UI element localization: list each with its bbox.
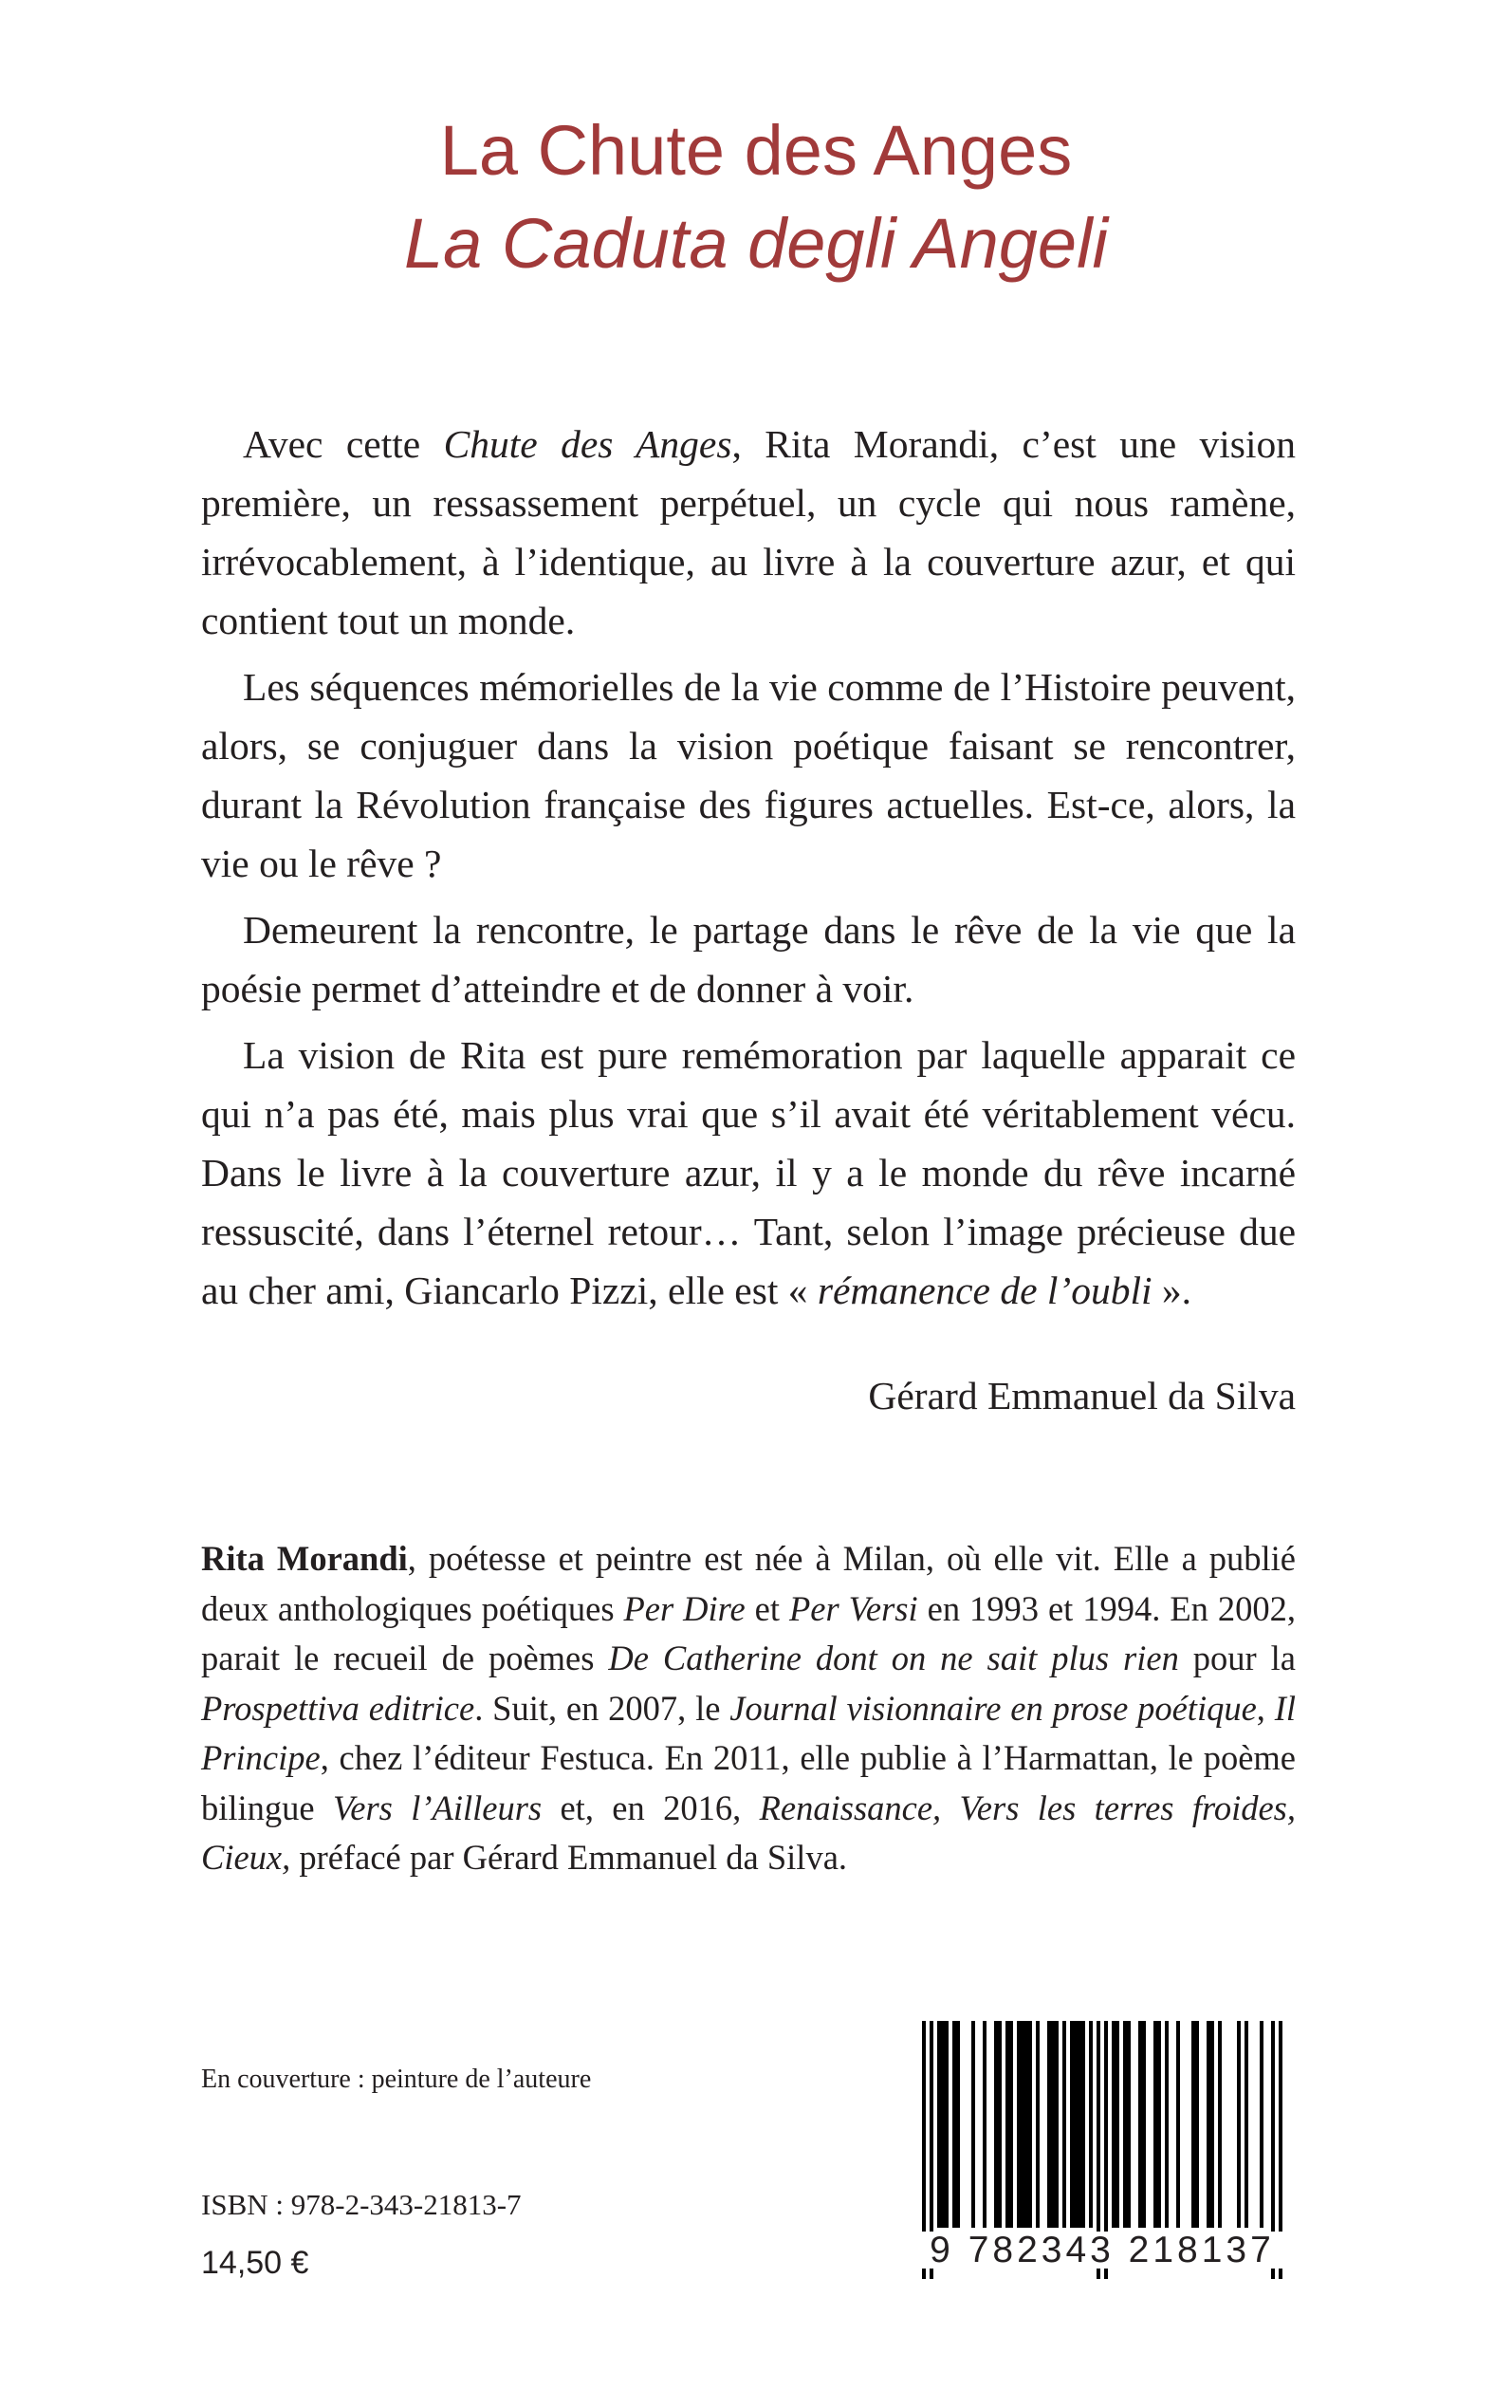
quote-italic: rémanence de l’oubli [817, 1269, 1152, 1312]
barcode [895, 2021, 1309, 2334]
barcode-bar [1116, 2021, 1119, 2228]
author-biography: Rita Morandi, poétesse et peintre est née à Milan, où elle vit. Elle a publié deux anthologiques poétiques Per Dire et Per Versi en 1993 et 1994. En 2002, parait le recueil de poèmes De Catherine dont on ne sait plus rien pour la Prospettiva editrice. Suit, en 2007, le Journal visionnaire en prose poétique, Il Principe, chez l’éditeur Festuca. En 2011, elle publie à l’Harmattan, le poème bilingue Vers l’Ailleurs et, en 2016, Renaissance, Vers les terres froides, Cieux, préfacé par Gérard Emmanuel da Silva. [201, 1539, 1297, 1877]
book-title: La Chute des Anges [439, 111, 1073, 190]
barcode-bar [1055, 2021, 1059, 2228]
barcode-bar [983, 2021, 986, 2228]
barcode-bar [1005, 2021, 1009, 2228]
barcode-bar [1047, 2021, 1051, 2228]
barcode-bar [1024, 2021, 1028, 2228]
barcode-bar [937, 2021, 941, 2228]
barcode-bar [1207, 2021, 1210, 2228]
description-paragraph-1: Avec cette Chute des Anges, Rita Morandi, c’est une vision première, un ressassement perpétuel, un cycle qui nous ramène, irrévocablement, à l’identique, au livre à la couverture azur, et qui contient tout un monde. [201, 422, 1296, 642]
barcode-bars [895, 2021, 1309, 2334]
barcode-bar [1127, 2021, 1131, 2228]
barcode-bar [1157, 2021, 1161, 2228]
price: 14,50 € [201, 2245, 309, 2281]
barcode-bar [1123, 2021, 1127, 2228]
cover-credit: En couverture : peinture de l’auteure [201, 2065, 592, 2094]
barcode-bar [1112, 2021, 1116, 2228]
isbn: ISBN : 978-2-343-21813-7 [201, 2188, 522, 2221]
barcode-bar [1237, 2021, 1241, 2228]
barcode-bar [956, 2021, 960, 2228]
barcode-bar [1176, 2021, 1180, 2228]
barcode-bar [1195, 2021, 1199, 2228]
book-description [201, 415, 1296, 1320]
barcode-bar [998, 2021, 1002, 2228]
barcode-bar [971, 2021, 975, 2228]
barcode-bar [994, 2021, 998, 2228]
barcode-bar [1153, 2021, 1157, 2228]
description-paragraph-3: Demeurent la rencontre, le partage dans le rêve de la vie que la poésie permet d’atteindre et de donner à voir. [201, 908, 1296, 1010]
barcode-bar [941, 2021, 945, 2228]
barcode-bar [1036, 2021, 1040, 2228]
barcode-bar [1009, 2021, 1013, 2228]
barcode-bar [1218, 2021, 1222, 2228]
barcode-bar [1070, 2021, 1074, 2228]
barcode-bar [952, 2021, 956, 2228]
book-title-mention: Chute des Anges [443, 422, 732, 466]
barcode-bar [1028, 2021, 1032, 2228]
barcode-bar [1062, 2021, 1066, 2228]
barcode-bar [1074, 2021, 1078, 2228]
barcode-bar [1210, 2021, 1214, 2228]
author-name: Rita Morandi [201, 1539, 408, 1578]
barcode-bar [1081, 2021, 1085, 2228]
barcode-bar [1021, 2021, 1024, 2228]
book-title-italian: La Caduta degli Angeli [404, 204, 1108, 283]
barcode-bar [1245, 2021, 1248, 2228]
barcode-bar [1191, 2021, 1195, 2228]
barcode-bar [1017, 2021, 1021, 2228]
description-signature: Gérard Emmanuel da Silva [868, 1374, 1296, 1417]
barcode-digits: 9 782343 218137 [895, 2232, 1309, 2269]
barcode-bar [1138, 2021, 1142, 2228]
barcode-bar [1142, 2021, 1146, 2228]
barcode-bar [1260, 2021, 1263, 2228]
barcode-bar [1078, 2021, 1081, 2228]
barcode-bar [1051, 2021, 1055, 2228]
barcode-bar [1165, 2021, 1169, 2228]
barcode-bar [1089, 2021, 1093, 2228]
description-paragraph-2: Les séquences mémorielles de la vie comme de l’Histoire peuvent, alors, se conjuguer dans la vision poétique faisant se rencontrer, durant la Révolution française des figures actuelles. Est-ce, alors, la vie ou le rêve ? [201, 665, 1296, 885]
barcode-bar [945, 2021, 949, 2228]
description-paragraph-4: La vision de Rita est pure remémoration par laquelle apparait ce qui n’a pas été, mais plus vrai que s’il avait été véritablement vécu. Dans le livre à la couverture azur, il y a le monde du rêve incarné ressuscité, dans l’éternel retour… Tant, selon l’image précieuse due au cher ami, Giancarlo Pizzi, elle est « rémanence de l’oubli ». [201, 1033, 1296, 1312]
